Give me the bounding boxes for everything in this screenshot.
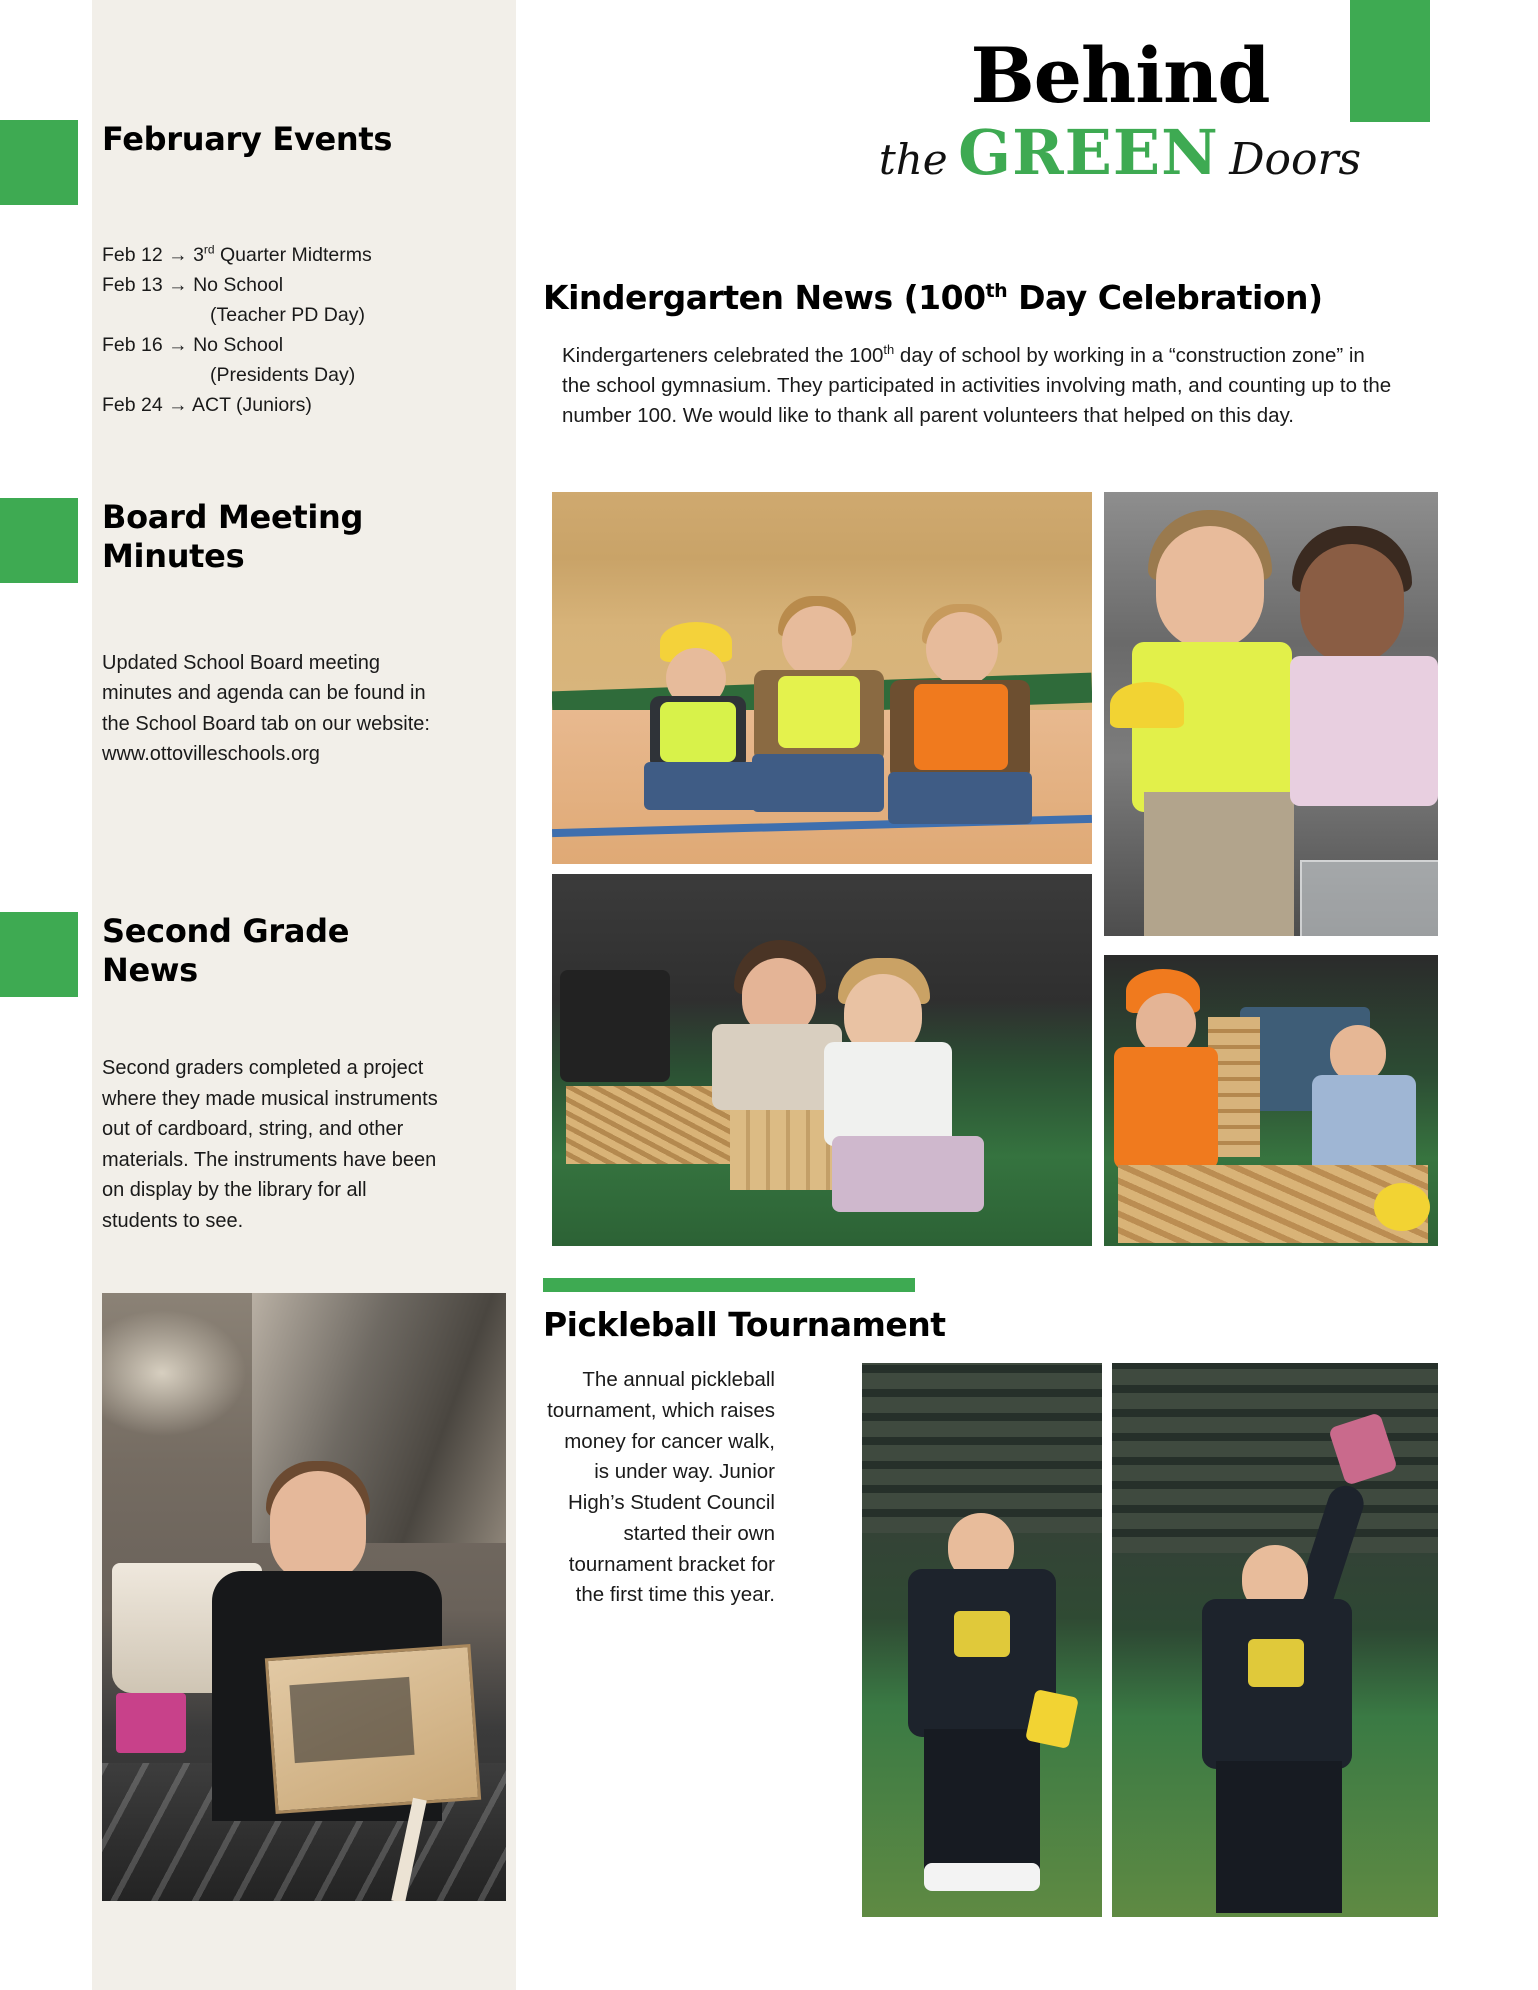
arrow-icon: → [168,334,188,357]
kindergarten-news-body: Kindergarteners celebrated the 100th day of school by working in a “construction zone” in the school gymnasium. They participated in activities involving math, and counting up to the number 100. We would like to thank all parent volunteers that helped on this day. [562,342,1392,428]
kindergarten-girls-blocks-photo [552,874,1092,1246]
bleachers [862,1363,1102,1533]
masthead-green: GREEN [958,116,1219,190]
sidebar-heading-second-grade-news: Second Grade News [102,912,350,990]
board-meeting-minutes-body: Updated School Board meeting minutes and agenda can be found in the School Board tab on our website: www.ottovilleschools.org [102,652,430,766]
list-item: Feb 13 → No School [102,274,284,297]
masthead-line-2 [800,116,1440,189]
student-with-cardboard-instrument-photo [102,1293,506,1901]
kindergarten-boys-building-photo [552,492,1092,864]
pickleball-divider [543,1278,915,1292]
decorative-green-block-left-3 [0,912,78,997]
pickleball-tournament-body: The annual pickleball tournament, which raises money for cancer walk, is under way. Junior High’s Student Council started their own tournament bracket for the first time this year. [547,1368,775,1607]
kindergarten-news-heading: Kindergarten News (100th Day Celebration) [543,278,1323,317]
sidebar-heading-february-events [102,120,402,159]
hard-hat-icon [1110,682,1184,728]
decorative-green-block-left-1 [0,120,78,205]
decorative-green-block-left-2 [0,498,78,583]
team-logo [954,1611,1010,1657]
student-figure [882,602,1052,822]
safety-vest [778,676,860,748]
safety-vest [660,702,736,762]
student-figure [644,622,764,812]
safety-vest [914,684,1008,770]
student-figure [748,590,898,816]
list-item: Feb 12 → 3rd Quarter Midterms [102,242,372,266]
february-events-list [102,240,442,420]
kindergarten-girls-vest-photo [1104,492,1438,936]
arrow-icon: → [168,394,188,417]
pickleball-student-serving-photo [1112,1363,1438,1917]
masthead-line-1: Behind [970,31,1270,120]
arrow-icon: → [168,274,188,297]
pickleball-tournament-heading: Pickleball Tournament [543,1305,946,1344]
list-item: (Presidents Day) [210,364,356,387]
arrow-icon: → [168,244,188,266]
masthead-doors: Doors [1229,134,1362,186]
list-item: (Teacher PD Day) [210,304,365,327]
list-item: Feb 16 → No School [102,334,284,357]
team-logo [1248,1639,1304,1687]
masthead-the: the [878,135,948,185]
kindergarten-block-tower-photo [1104,955,1438,1246]
pickleball-paddle [1025,1689,1079,1749]
masthead [800,31,1440,190]
sidebar-heading-board-meeting-minutes: Board Meeting Minutes [102,498,364,576]
february-events-heading-text: February Events [102,120,393,158]
second-grade-news-body: Second graders completed a project where they made musical instruments out of cardboard, string, and other materials. The instruments have been on display by the library for all students to see. [102,1057,438,1232]
pink-bin [116,1693,186,1753]
pickleball-student-standing-photo [862,1363,1102,1917]
list-item: Feb 24 → ACT (Juniors) [102,394,312,417]
